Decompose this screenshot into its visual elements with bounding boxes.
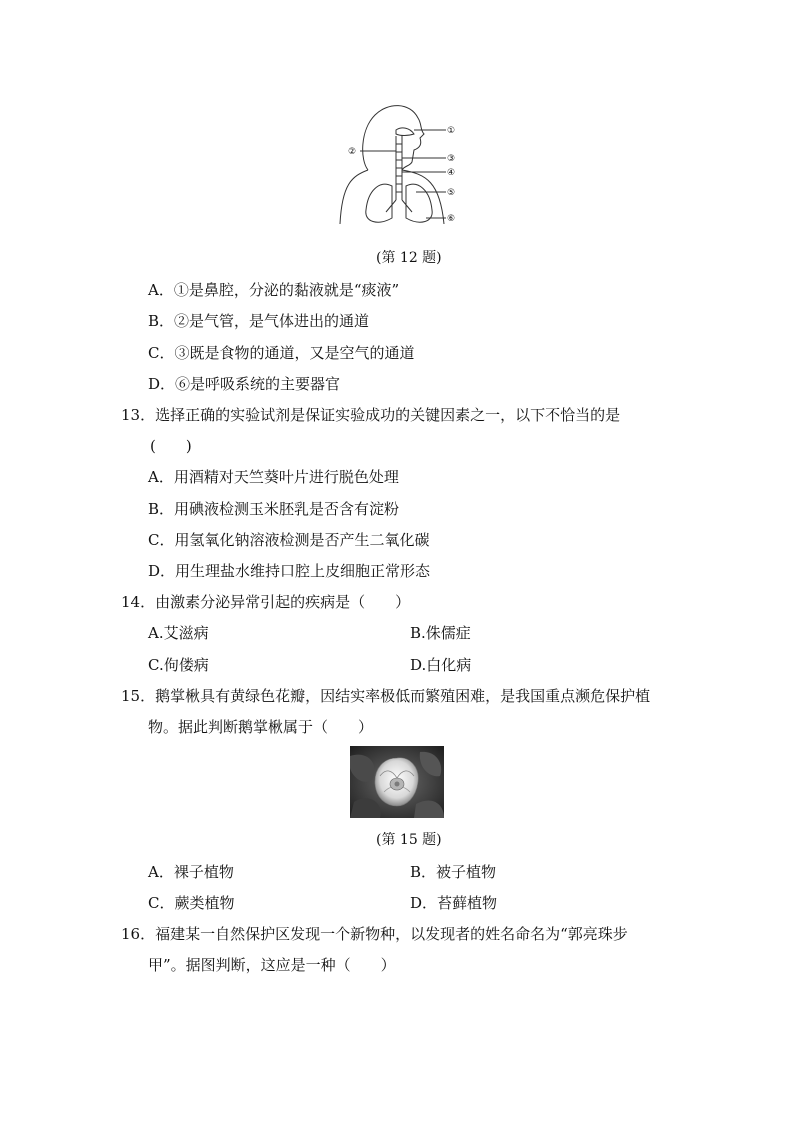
q12-option-d: D．⑥是呼吸系统的主要器官 [148, 375, 341, 393]
head-outline [363, 106, 424, 170]
q15-caption: (第 15 题) [376, 832, 442, 848]
q12-option-b: B．②是气管，是气体进出的通道 [148, 312, 370, 330]
right-lung [406, 184, 432, 222]
q12-option-c: C．③既是食物的通道，又是空气的通道 [148, 344, 415, 362]
q16-stem-line2: 甲”。据图判断，这应是一种（ ） [148, 956, 396, 974]
left-lung [366, 184, 392, 222]
q13-option-a: A．用酒精对天竺葵叶片进行脱色处理 [148, 468, 399, 486]
q12-caption: (第 12 题) [376, 250, 442, 266]
q13-option-c: C．用氢氧化钠溶液检测是否产生二氧化碳 [148, 531, 430, 549]
q14-option-c: C.佝偻病 [148, 656, 209, 674]
q14-option-a: A.艾滋病 [148, 624, 209, 642]
q12-option-a: A．①是鼻腔，分泌的黏液就是“痰液” [148, 281, 400, 299]
q15-option-b: B．被子植物 [410, 863, 497, 881]
q15-stem-line2: 物。据此判断鹅掌楸属于（ ） [148, 718, 374, 736]
q15-option-d: D．苔藓植物 [410, 894, 498, 912]
q15-option-c: C．蕨类植物 [148, 894, 235, 912]
q13-option-d: D．用生理盐水维持口腔上皮细胞正常形态 [148, 562, 431, 580]
q15-option-a: A．裸子植物 [148, 863, 234, 881]
q13-option-b: B．用碘液检测玉米胚乳是否含有淀粉 [148, 500, 400, 518]
label-4: ④ [447, 168, 456, 178]
label-2: ② [348, 147, 357, 157]
q13-stem: 13．选择正确的实验试剂是保证实验成功的关键因素之一，以下不恰当的是 [121, 406, 621, 424]
nasal-cavity [396, 128, 414, 136]
q14-option-d: D.白化病 [410, 656, 472, 674]
q14-option-b: B.侏儒症 [410, 624, 471, 642]
respiratory-system-diagram [330, 100, 460, 235]
tulip-tree-flower-photo [350, 746, 444, 818]
q14-stem: 14．由激素分泌异常引起的疾病是（ ） [121, 593, 411, 611]
label-3: ③ [447, 154, 456, 164]
q16-stem-line1: 16．福建某一自然保护区发现一个新物种，以发现者的姓名命名为“郭亮珠步 [121, 925, 628, 943]
label-5: ⑤ [447, 188, 456, 198]
q13-answer-paren: ( ) [150, 437, 192, 455]
q15-stem-line1: 15．鹅掌楸具有黄绿色花瓣，因结实率极低而繁殖困难，是我国重点濒危保护植 [121, 687, 651, 705]
label-6: ⑥ [447, 214, 456, 224]
label-1: ① [447, 126, 456, 136]
